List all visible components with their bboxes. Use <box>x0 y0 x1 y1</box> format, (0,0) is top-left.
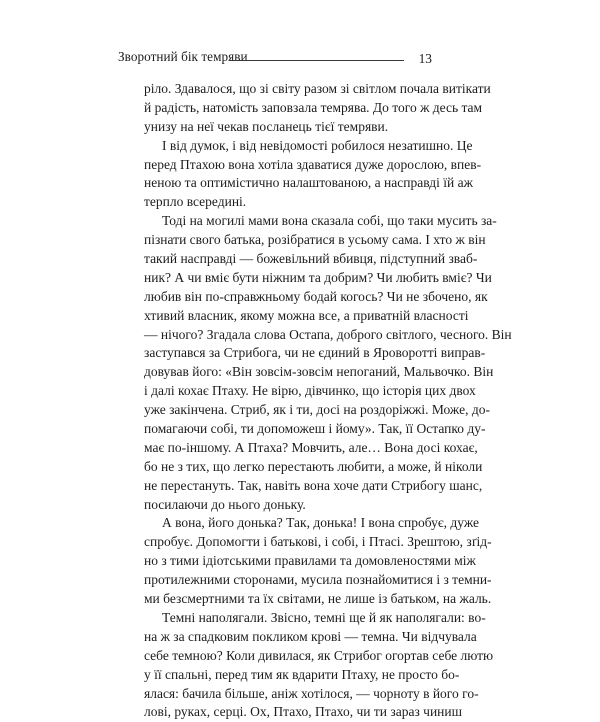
text-line: но з тими ідіотськими правилами та домовленостями між <box>144 553 476 569</box>
body-text <box>144 80 512 722</box>
page-number: 13 <box>418 51 432 66</box>
text-line: терпло всередині. <box>144 194 247 210</box>
text-line: перед Птахою вона хотіла здаватися дуже дорослою, впев- <box>144 156 482 172</box>
text-line: лові, руках, серці. Ох, Птахо, Птахо, чи ти зараз чиниш <box>144 704 463 720</box>
text-line: Темні наполягали. Звісно, темні ще й як наполягали: во- <box>162 609 486 625</box>
text-line: й радість, натомість заповзала темрява. До того ж десь там <box>144 99 483 115</box>
text-line: на ж за спадковим покликом крові — темна. Чи відчувала <box>144 628 477 644</box>
text-line: Тоді на могилі мами вона сказала собі, що таки мусить за- <box>162 213 497 229</box>
text-line: хтивий власник, якому можна все, а приватній власності <box>144 307 469 323</box>
text-line: протилежними сторонами, мусила познайомитися і з темни- <box>144 572 492 588</box>
text-line: довував його: «Він зовсім-зовсім непоганий, Мальвочко. Він <box>144 364 494 380</box>
text-line: бо не з тих, що легко перестають любити, а може, й ніколи <box>144 458 483 474</box>
text-line: себе темною? Коли дивилася, як Стрибог огортав себе лютю <box>144 647 494 663</box>
text-line: пізнати свого батька, розібратися в усьому сама. І хто ж він <box>144 232 486 248</box>
text-line: і далі кохає Птаху. Не вірю, дівчинко, що історія цих двох <box>144 383 476 399</box>
text-line: ник? А чи вміє бути ніжним та добрим? Чи любить вміє? Чи <box>144 269 492 285</box>
text-line: не перестануть. Так, навіть вона хоче дати Стрибогу шанс, <box>144 477 483 493</box>
text-line: у її спальні, перед тим як вдарити Птаху, не просто бо- <box>144 666 460 682</box>
text-line: посилаючи до нього доньку. <box>144 496 306 512</box>
text-line: А вона, його донька? Так, донька! І вона спробує, дуже <box>162 515 480 531</box>
text-line: заступався за Стрибога, чи не єдиний в Яроворотті виправ- <box>144 345 486 361</box>
text-line: ялася: бачила більше, аніж хотілося, — чорноту в його го- <box>144 685 479 701</box>
text-line: неною та оптимістично налаштованою, а насправді їй аж <box>144 175 473 191</box>
running-header <box>118 49 432 69</box>
text-line: спробує. Допомогти і батькові, і собі, і Птасі. Зрештою, зґід- <box>144 534 492 550</box>
text-line: любив він по-справжньому бодай когось? Чи не збочено, як <box>144 288 488 304</box>
text-line: унизу на неї чекав посланець тієї темряви. <box>144 118 389 134</box>
header-divider <box>230 60 404 61</box>
text-line: помагаючи собі, ти допоможеш і йому». Так, її Остапко ду- <box>144 421 486 437</box>
text-line: І від думок, і від невідомості робилося незатишно. Це <box>162 137 473 153</box>
text-line: уже закінчена. Стриб, як і ти, досі на роздоріжжі. Може, до- <box>144 402 490 418</box>
text-line: ріло. Здавалося, що зі світу разом зі світлом почала витікати <box>144 81 491 96</box>
text-line: ми безсмертними та їх світами, не лише із батьком, на жаль. <box>144 591 492 607</box>
text-line: — нічого? Згадала слова Остапа, доброго світлого, чесного. Він <box>144 326 512 342</box>
text-line: такий насправді — божевільний вбивця, підступний зваб- <box>144 251 478 267</box>
chapter-title: Зворотний бік темряви <box>118 49 248 64</box>
text-line: має по-іншому. А Птаха? Мовчить, але… Вона досі кохає, <box>144 439 478 455</box>
